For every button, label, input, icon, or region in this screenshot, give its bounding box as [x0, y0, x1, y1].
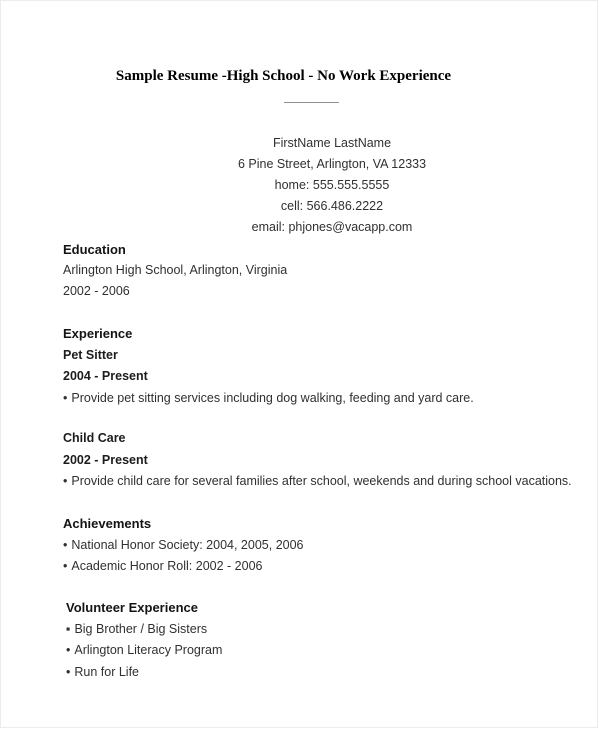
job-period: 2002 - Present: [63, 452, 148, 467]
contact-name: FirstName LastName: [272, 136, 392, 150]
education-school: Arlington High School, Arlington, Virginia: [63, 263, 288, 277]
achievement-item-text: National Honor Society: 2004, 2005, 2006: [71, 537, 304, 552]
job-description: [63, 471, 599, 493]
job-period: 2004 - Present: [63, 369, 148, 383]
volunteer-item: [66, 619, 600, 641]
bullet-icon: •: [66, 643, 71, 657]
achievements-section: [63, 513, 599, 578]
document-title: Sample Resume -High School - No Work Experience: [115, 68, 452, 84]
achievement-item-text: Academic Honor Roll: 2002 - 2006: [71, 559, 263, 573]
job-description-text: Provide child care for several families after school, weekends and during school vacations.: [71, 474, 572, 488]
job-title: Child Care: [63, 431, 126, 445]
bullet-icon: •: [63, 537, 68, 552]
section-heading-volunteer: Volunteer Experience: [66, 600, 198, 615]
volunteer-item-text: Run for Life: [74, 664, 140, 679]
contact-email: email: phjones@vacapp.com: [251, 220, 413, 234]
square-bullet-icon: ▪: [66, 621, 71, 636]
section-heading-achievements: Achievements: [63, 516, 152, 531]
achievement-item: [63, 535, 599, 557]
education-section: [63, 239, 599, 302]
bullet-icon: •: [63, 559, 68, 573]
bullet-icon: •: [63, 474, 68, 488]
bullet-icon: •: [63, 390, 68, 405]
section-heading-experience: Experience: [63, 326, 133, 341]
contact-cell-phone: cell: 566.486.2222: [280, 199, 384, 213]
contact-home-phone: home: 555.555.5555: [274, 178, 390, 192]
bullet-icon: •: [66, 664, 71, 679]
job-description: [63, 388, 599, 410]
job-title: Pet Sitter: [63, 347, 118, 362]
section-heading-education: Education: [63, 242, 126, 257]
education-years: 2002 - 2006: [63, 284, 130, 298]
achievement-item: [63, 556, 599, 578]
experience-child-care-block: [63, 428, 599, 493]
volunteer-item: [66, 662, 600, 684]
contact-address: 6 Pine Street, Arlington, VA 12333: [237, 157, 427, 171]
volunteer-section: [66, 597, 600, 683]
experience-section: [63, 323, 599, 409]
title-underline: [284, 102, 339, 103]
contact-block: [63, 133, 600, 238]
volunteer-item: [66, 640, 600, 662]
volunteer-item-text: Big Brother / Big Sisters: [74, 621, 208, 636]
job-description-text: Provide pet sitting services including dog walking, feeding and yard care.: [71, 390, 474, 405]
volunteer-item-text: Arlington Literacy Program: [74, 643, 223, 657]
